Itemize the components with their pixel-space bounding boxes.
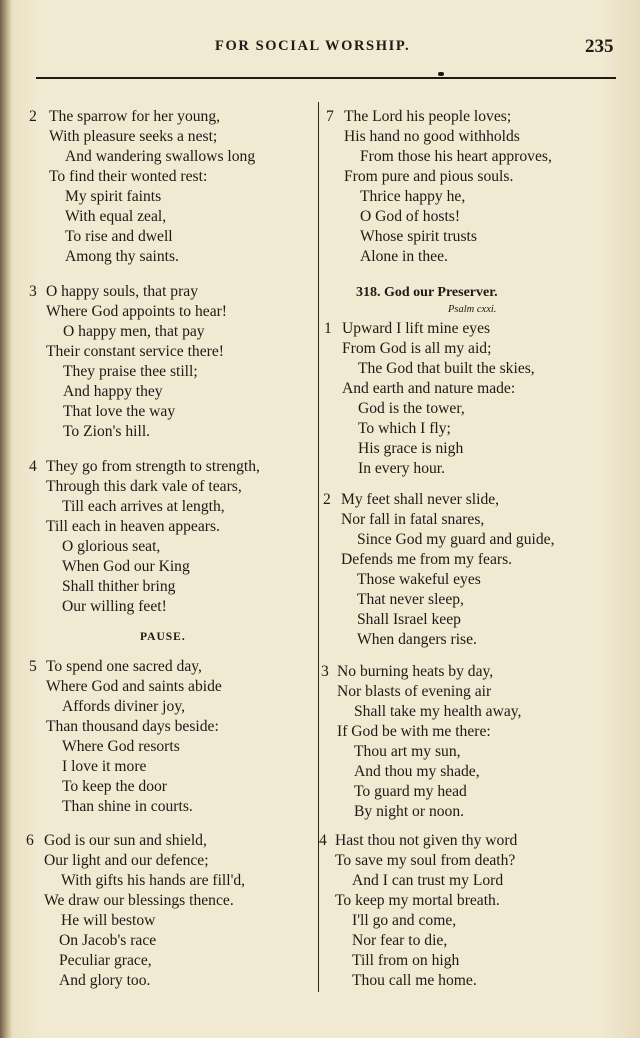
page-number: 235 <box>585 36 614 57</box>
verse-line: From those his heart approves, <box>360 148 552 165</box>
verse-line: To save my soul from death? <box>335 852 516 869</box>
verse-line: And wandering swallows long <box>65 148 256 165</box>
verse-line: Where God and saints abide <box>46 678 222 695</box>
verse-line: Defends me from my fears. <box>341 551 513 568</box>
verse-line: The Lord his people loves; <box>344 108 512 125</box>
verse-line: Affords diviner joy, <box>62 698 185 715</box>
verse-line: His hand no good withholds <box>344 128 520 145</box>
hymn-title: 318. God our Preserver. <box>356 285 498 300</box>
verse-line: Hast thou not given thy word <box>335 832 518 849</box>
verse-line: In every hour. <box>358 460 446 477</box>
stanza-number: 1 <box>324 320 332 337</box>
verse-line: My feet shall never slide, <box>341 491 500 508</box>
verse-line: Through this dark vale of tears, <box>46 478 242 495</box>
verse-line: From pure and pious souls. <box>344 168 514 185</box>
verse-line: O happy souls, that pray <box>46 283 199 300</box>
verse-line: O glorious seat, <box>62 538 161 555</box>
page-header <box>0 36 640 60</box>
verse-line: Nor fear to die, <box>352 932 448 949</box>
verse-line: Among thy saints. <box>65 248 179 265</box>
verse-line: Our light and our defence; <box>44 852 209 869</box>
verse-line: To guard my head <box>354 783 467 800</box>
verse-line: Upward I lift mine eyes <box>342 320 491 337</box>
verse-line: To spend one sacred day, <box>46 658 202 675</box>
verse-line: Alone in thee. <box>360 248 448 265</box>
psalm-reference: Psalm cxxi. <box>448 304 497 315</box>
stanza-number: 3 <box>321 663 329 680</box>
verse-line: And happy they <box>63 383 163 400</box>
verse-line: To rise and dwell <box>65 228 173 245</box>
verse-line: Till each in heaven appears. <box>46 518 220 535</box>
verse-line: That never sleep, <box>357 591 464 608</box>
verse-line: O happy men, that pay <box>63 323 205 340</box>
verse-line: And thou my shade, <box>354 763 480 780</box>
verse-line: God is our sun and shield, <box>44 832 207 849</box>
verse-line: Thou call me home. <box>352 972 477 989</box>
verse-line: Thou art my sun, <box>354 743 461 760</box>
verse-line: Where God appoints to hear! <box>46 303 227 320</box>
stanza-number: 5 <box>29 658 37 675</box>
verse-line: On Jacob's race <box>59 932 157 949</box>
stanza-number: 4 <box>29 458 37 475</box>
verse-line: Nor blasts of evening air <box>337 683 492 700</box>
stanza-number: 2 <box>323 491 331 508</box>
verse-line: Nor fall in fatal snares, <box>341 511 485 528</box>
verse-line: My spirit faints <box>65 188 162 205</box>
header-rule-mark <box>438 72 444 76</box>
verse-line: Till from on high <box>352 952 460 969</box>
verse-line: Till each arrives at length, <box>62 498 225 515</box>
verse-line: With pleasure seeks a nest; <box>49 128 218 145</box>
verse-line: Than shine in courts. <box>62 798 193 815</box>
header-rule <box>36 77 616 79</box>
stanza-number: 4 <box>319 832 327 849</box>
verse-line: When dangers rise. <box>357 631 477 648</box>
running-head: FOR SOCIAL WORSHIP. <box>215 38 411 54</box>
verse-line: They praise thee still; <box>63 363 198 380</box>
verse-line: I love it more <box>62 758 147 775</box>
verse-line: When God our King <box>62 558 190 575</box>
verse-line: Shall thither bring <box>62 578 176 595</box>
verse-line: And I can trust my Lord <box>352 872 504 889</box>
verse-line: Since God my guard and guide, <box>357 531 555 548</box>
verse-line: To keep my mortal breath. <box>335 892 500 909</box>
verse-line: From God is all my aid; <box>342 340 492 357</box>
verse-line: God is the tower, <box>358 400 465 417</box>
verse-line: By night or noon. <box>354 803 465 820</box>
verse-line: No burning heats by day, <box>337 663 494 680</box>
pause-marker: PAUSE. <box>140 631 186 643</box>
verse-line: Thrice happy he, <box>360 188 466 205</box>
verse-line: To keep the door <box>62 778 167 795</box>
verse-line: That love the way <box>63 403 176 420</box>
verse-line: To find their wonted rest: <box>49 168 208 185</box>
verse-line: Than thousand days beside: <box>46 718 219 735</box>
verse-line: Shall Israel keep <box>357 611 461 628</box>
verse-line: Those wakeful eyes <box>357 571 481 588</box>
verse-line: The God that built the skies, <box>358 360 535 377</box>
verse-line: Peculiar grace, <box>59 952 152 969</box>
verse-line: To which I fly; <box>358 420 451 437</box>
verse-line: With equal zeal, <box>65 208 167 225</box>
verse-line: His grace is nigh <box>358 440 464 457</box>
verse-line: Shall take my health away, <box>354 703 522 720</box>
verse-line: Where God resorts <box>62 738 180 755</box>
stanza-number: 2 <box>29 108 37 125</box>
verse-line: And earth and nature made: <box>342 380 516 397</box>
verse-line: Our willing feet! <box>62 598 167 615</box>
verse-line: We draw our blessings thence. <box>44 892 234 909</box>
column-divider <box>318 102 319 992</box>
verse-line: Their constant service there! <box>46 343 224 360</box>
verse-line: Whose spirit trusts <box>360 228 477 245</box>
stanza-number: 6 <box>26 832 34 849</box>
verse-line: The sparrow for her young, <box>49 108 221 125</box>
verse-line: If God be with me there: <box>337 723 491 740</box>
verse-line: They go from strength to strength, <box>46 458 260 475</box>
verse-line: To Zion's hill. <box>63 423 151 440</box>
verse-line: I'll go and come, <box>352 912 457 929</box>
verse-line: O God of hosts! <box>360 208 461 225</box>
verse-line: With gifts his hands are fill'd, <box>61 872 246 889</box>
page-binding-edge <box>0 0 12 1038</box>
verse-line: He will bestow <box>61 912 156 929</box>
verse-line: And glory too. <box>59 972 151 989</box>
stanza-number: 7 <box>326 108 334 125</box>
stanza-number: 3 <box>29 283 37 300</box>
